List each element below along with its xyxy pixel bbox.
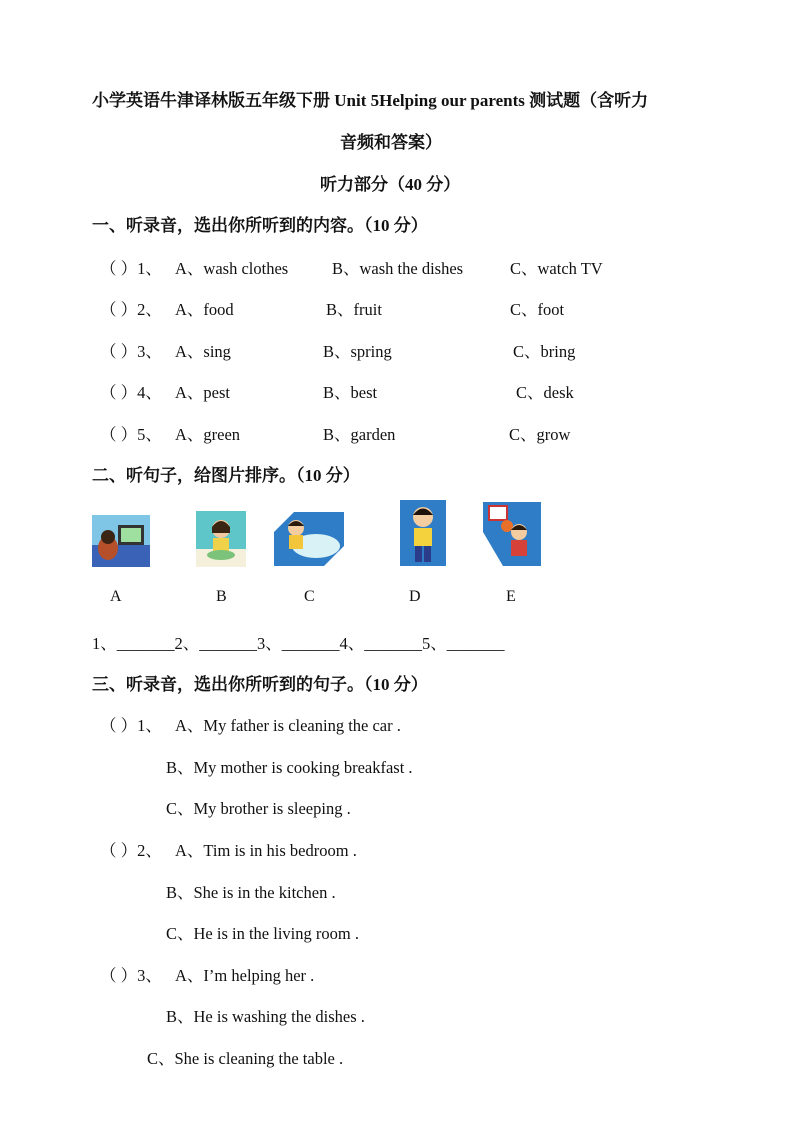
option-a: A、pest (175, 383, 230, 402)
option-b: B、She is in the kitchen . (166, 883, 336, 902)
option-b: B、garden (323, 425, 396, 444)
option-a: A、food (175, 300, 234, 319)
boy-basketball-picture (483, 502, 541, 566)
picture-label: B (216, 588, 227, 605)
option-b: B、spring (323, 342, 392, 361)
item-prefix: （ ）1、 (100, 259, 162, 278)
option-c: C、watch TV (510, 259, 603, 278)
option-a: A、green (175, 425, 241, 444)
option-c: C、My brother is sleeping . (166, 799, 351, 818)
option-b: B、wash the dishes (332, 259, 464, 278)
item-prefix: （ ）3、 (100, 966, 162, 985)
option-a: A、I’m helping her . (175, 966, 315, 985)
ordering-answer-line: 1、_______2、_______3、_______4、_______5、_______ (92, 634, 505, 653)
page-title-line-2: 音频和答案） (340, 133, 442, 152)
item-prefix: （ ）4、 (100, 383, 162, 402)
item-prefix: （ ）3、 (100, 342, 162, 361)
option-b: B、My mother is cooking breakfast . (166, 758, 413, 777)
boy-cleaning-table-picture (274, 512, 344, 566)
option-a: A、wash clothes (175, 259, 289, 278)
option-c: C、She is cleaning the table . (147, 1049, 344, 1068)
option-b: B、fruit (326, 300, 382, 319)
option-c: C、He is in the living room . (166, 924, 359, 943)
option-c: C、grow (509, 425, 571, 444)
picture-label: C (304, 588, 315, 605)
option-a: A、My father is cleaning the car . (175, 716, 401, 735)
page-title-line-1: 小学英语牛津译林版五年级下册 Unit 5Helping our parents 测试题（含听力 (92, 91, 649, 110)
picture-label: D (409, 588, 421, 605)
option-a: A、sing (175, 342, 231, 361)
girl-sitting-picture (196, 511, 246, 567)
option-c: C、desk (516, 383, 574, 402)
item-prefix: （ ）1、 (100, 716, 162, 735)
option-c: C、foot (510, 300, 565, 319)
option-b: B、He is washing the dishes . (166, 1007, 365, 1026)
option-a: A、Tim is in his bedroom . (175, 841, 357, 860)
option-c: C、bring (513, 342, 576, 361)
section-1-heading: 一、听录音，选出你所听到的内容。（10 分） (92, 216, 428, 235)
picture-label: E (506, 588, 516, 605)
section-2-heading: 二、听句子，给图片排序。（10 分） (92, 466, 360, 485)
item-prefix: （ ）2、 (100, 841, 162, 860)
tv-watching-picture (92, 515, 150, 567)
item-prefix: （ ）5、 (100, 425, 162, 444)
option-b: B、best (323, 383, 378, 402)
section-3-heading: 三、听录音，选出你所听到的句子。（10 分） (92, 675, 428, 694)
boy-standing-picture (400, 500, 446, 566)
picture-label: A (110, 588, 122, 605)
listening-section-header: 听力部分（40 分） (320, 175, 461, 194)
item-prefix: （ ）2、 (100, 300, 162, 319)
